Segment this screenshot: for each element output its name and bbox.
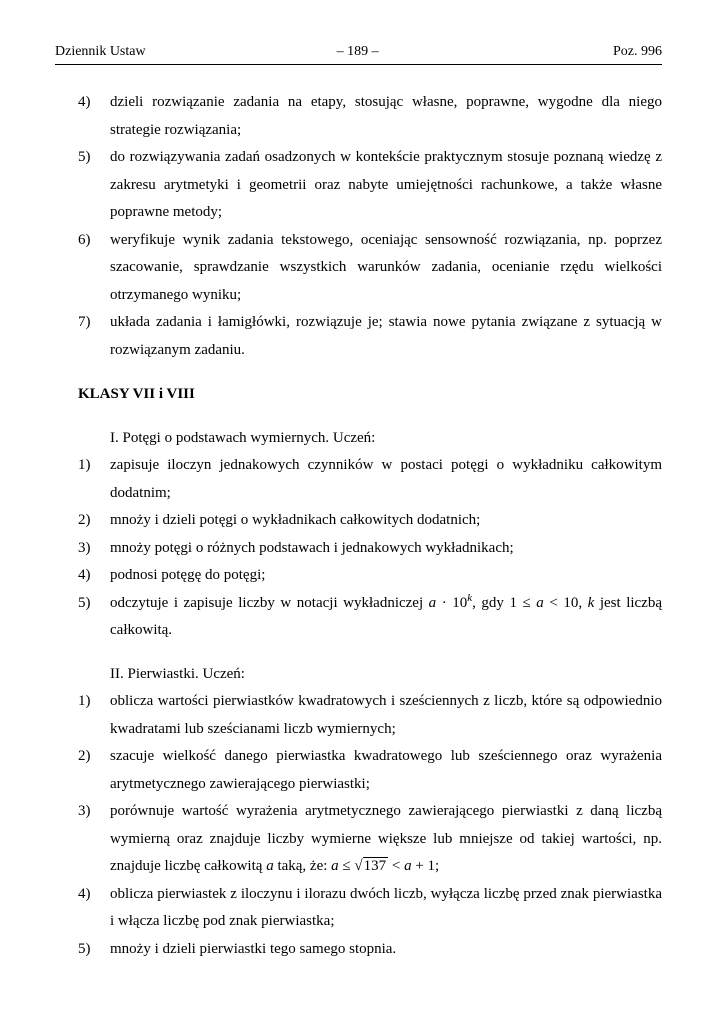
- item-number: 1): [78, 693, 91, 709]
- square-root-expression: [354, 857, 388, 874]
- list-item-5: [78, 936, 662, 964]
- list-item-2: [78, 507, 662, 535]
- page-header: [55, 44, 662, 65]
- math-variable-k: k: [587, 594, 595, 611]
- math-variable-a: a: [428, 594, 437, 611]
- math-exponent-k: k: [467, 591, 473, 604]
- list-item-6: [78, 227, 662, 310]
- item-text: mnoży i dzieli potęgi o wykładnikach całkowitych dodatnich;: [110, 512, 481, 528]
- item-text: [110, 590, 662, 645]
- math-variable-a: a: [266, 858, 274, 874]
- item-number: 3): [78, 803, 91, 819]
- section-1-title: I. Potęgi o podstawach wymiernych. Uczeń:: [110, 429, 376, 446]
- list-item-7: [78, 309, 662, 364]
- item-text: układa zadania i łamigłówki, rozwiązuje je; stawia nowe pytania związane z sytuacją w rozwiązanym zadaniu.: [110, 314, 662, 358]
- text-segment: taką, że:: [273, 858, 332, 874]
- section-2-title: II. Pierwiastki. Uczeń:: [110, 665, 245, 682]
- item-number: 4): [78, 567, 91, 583]
- list-item-1: [78, 688, 662, 743]
- item-text: oblicza wartości pierwiastków kwadratowych i sześciennych z liczb, które są odpowiednio kwadratami lub sześcianami liczb wymiernych;: [110, 693, 662, 737]
- document-body: [78, 89, 662, 963]
- item-text: weryfikuje wynik zadania tekstowego, oceniając sensowność rozwiązania, np. poprzez szacowanie, sprawdzanie wszystkich warunków zadania, ocenianie rzędu wielkości otrzymanego wyniku;: [110, 231, 662, 303]
- list-item-4: [78, 881, 662, 936]
- item-text: oblicza pierwiastek z iloczynu i ilorazu dwóch liczb, wyłącza liczbę przed znak pierwiastka i włącza liczbę pod znak pierwiastka;: [110, 885, 662, 929]
- list-item-1: [78, 452, 662, 507]
- item-number: 5): [78, 940, 91, 957]
- list-item-4: [78, 89, 662, 144]
- text-segment: · 10: [436, 594, 468, 611]
- item-number: 2): [78, 512, 91, 528]
- math-variable-a: a: [404, 858, 412, 874]
- list-item-3-math: [78, 798, 662, 881]
- item-text: dzieli rozwiązanie zadania na etapy, stosując własne, poprawne, wygodne dla niego strategie rozwiązania;: [110, 94, 662, 138]
- item-number: 4): [78, 94, 91, 110]
- list-item-5-math: [78, 590, 662, 645]
- section-2-list: [78, 688, 662, 963]
- item-number: 2): [78, 748, 91, 764]
- item-number: 5): [78, 594, 91, 611]
- header-position-number: Poz. 996: [613, 44, 662, 59]
- item-number: 6): [78, 231, 91, 248]
- header-publication-title: Dziennik Ustaw: [55, 44, 146, 59]
- math-variable-a: a: [536, 594, 544, 611]
- text-segment: porównuje wartość wyrażenia arytmetycznego zawierającego pierwiastki z daną liczbą wymierną oraz znajduje liczby wymierne większe lub mniejsze od takiej wartości, np. znajduje liczbę całkowitą: [110, 803, 662, 874]
- text-segment: < 10,: [543, 594, 588, 611]
- radicand: 137: [363, 858, 387, 874]
- section-1-list: [78, 452, 662, 645]
- item-text: mnoży potęgi o różnych podstawach i jednakowych wykładnikach;: [110, 539, 514, 556]
- math-variable-a: a: [331, 858, 339, 874]
- radical-sign: √: [354, 858, 363, 874]
- chapter-heading: KLASY VII i VIII: [78, 386, 195, 402]
- text-segment: odczytuje i zapisuje liczby w notacji wykładniczej: [110, 594, 429, 611]
- text-segment: , gdy 1 ≤: [472, 594, 537, 611]
- item-text: mnoży i dzieli pierwiastki tego samego stopnia.: [110, 940, 397, 957]
- list-item-3: [78, 535, 662, 563]
- item-number: 3): [78, 539, 91, 556]
- intro-list: [78, 89, 662, 364]
- item-number: 7): [78, 314, 91, 330]
- list-item-2: [78, 743, 662, 798]
- item-number: 1): [78, 457, 91, 473]
- item-text: [110, 798, 662, 881]
- list-item-4: [78, 562, 662, 590]
- text-segment: jest liczbą całkowitą.: [110, 594, 662, 638]
- item-text: zapisuje iloczyn jednakowych czynników w postaci potęgi o wykładniku całkowitym dodatnim;: [110, 457, 662, 501]
- item-number: 4): [78, 885, 91, 902]
- header-page-number: – 189 –: [336, 44, 379, 59]
- text-segment: <: [388, 858, 405, 874]
- item-text: do rozwiązywania zadań osadzonych w kontekście praktycznym stosuje poznaną wiedzę z zakresu arytmetyki i geometrii oraz nabyte umiejętności rachunkowe, a także własne poprawne metody;: [110, 149, 662, 220]
- item-text: szacuje wielkość danego pierwiastka kwadratowego lub sześciennego oraz wyrażenia arytmetycznego zawierającego pierwiastki;: [110, 748, 662, 792]
- item-text: podnosi potęgę do potęgi;: [110, 567, 266, 583]
- text-segment: + 1;: [411, 858, 440, 874]
- list-item-5: [78, 144, 662, 227]
- text-segment: ≤: [338, 858, 355, 874]
- item-number: 5): [78, 149, 91, 165]
